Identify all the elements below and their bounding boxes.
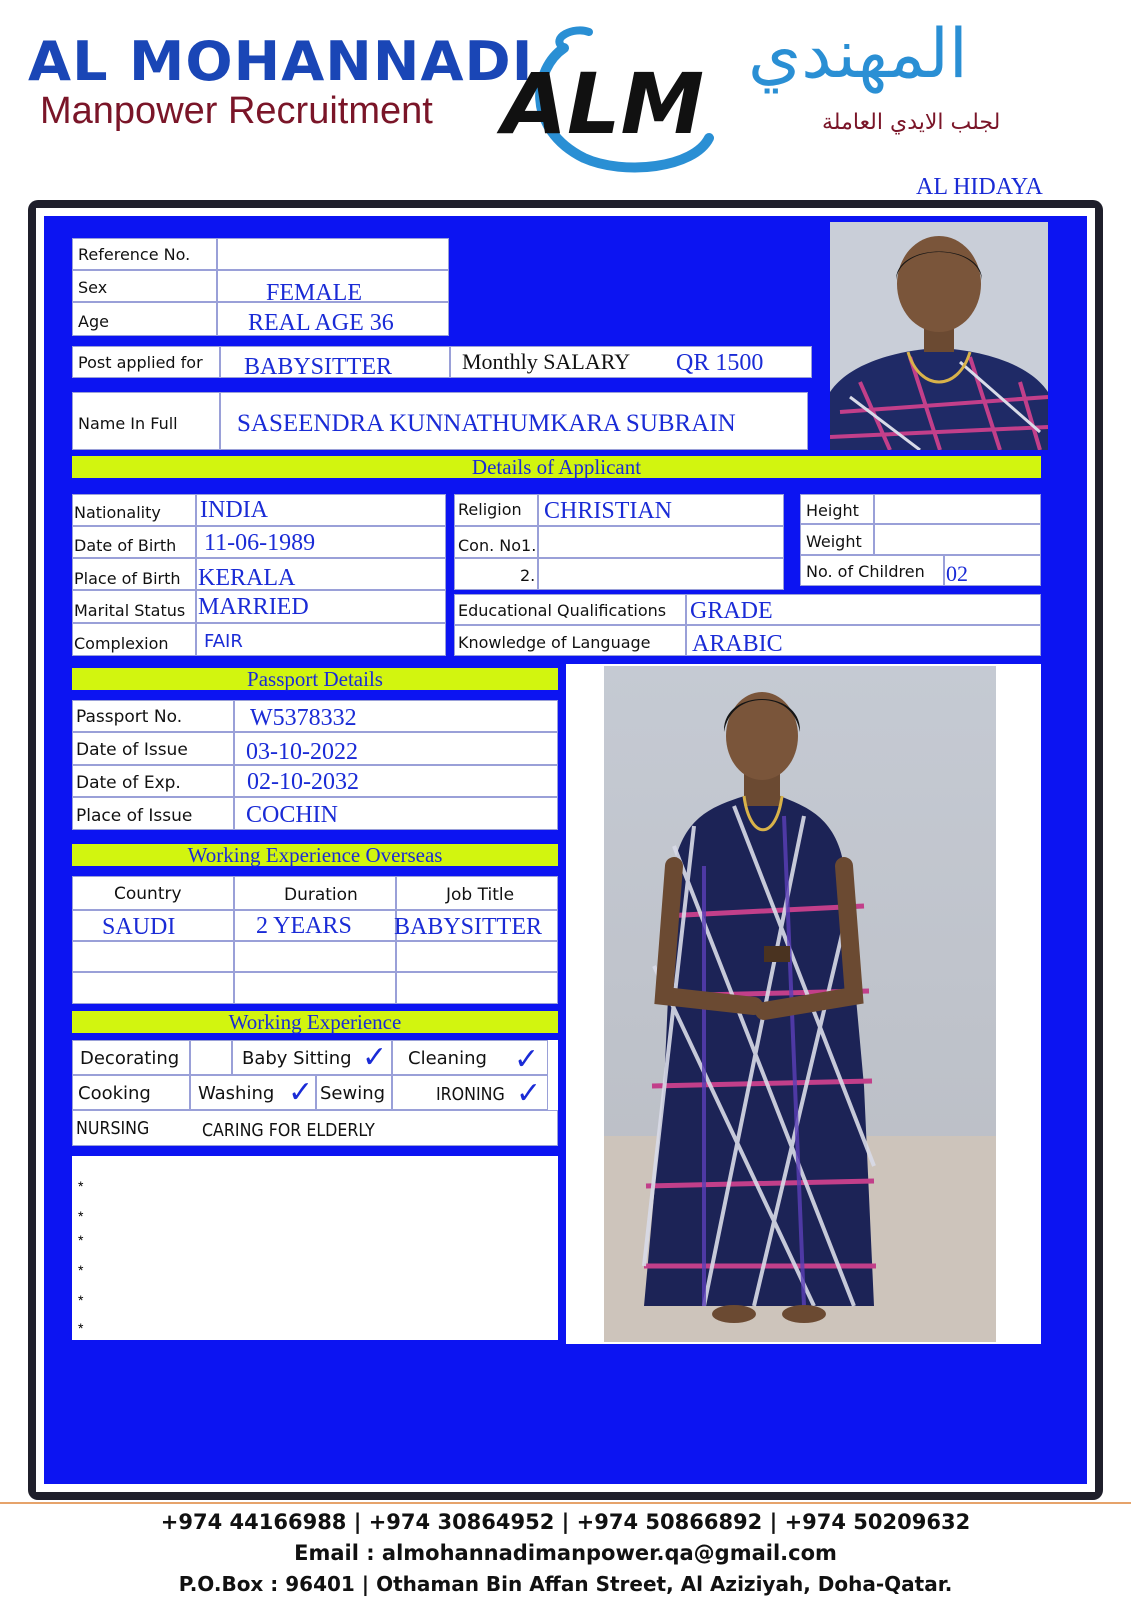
table-row-job: BABYSITTER xyxy=(394,914,543,940)
complexion-label: Complexion xyxy=(74,634,169,653)
footer-phones: +974 44166988 | +974 30864952 | +974 50866892 | +974 50209632 xyxy=(160,1510,971,1534)
contact-2-label: 2. xyxy=(520,566,536,585)
note-bullet: * xyxy=(78,1178,84,1194)
issue-place-label: Place of Issue xyxy=(76,806,193,826)
brand-name: AL MOHANNADI xyxy=(28,30,534,93)
reference-label: Reference No. xyxy=(78,245,191,264)
education-value: GRADE xyxy=(690,598,773,624)
dob-value: 11-06-1989 xyxy=(204,530,316,556)
applicant-full-photo xyxy=(604,666,996,1342)
skill-ironing: IRONING xyxy=(436,1084,505,1105)
height-label: Height xyxy=(806,501,859,520)
skill-elderly-care: CARING FOR ELDERLY xyxy=(202,1120,375,1141)
name-value: SASEENDRA KUNNATHUMKARA SUBRAIN xyxy=(237,410,736,437)
passport-no-label: Passport No. xyxy=(76,707,183,727)
full-body-photo-frame xyxy=(566,664,1041,1344)
expiry-date-label: Date of Exp. xyxy=(76,773,181,793)
sex-label: Sex xyxy=(78,278,108,297)
experience-grid xyxy=(72,1040,558,1146)
agency-name: AL HIDAYA xyxy=(916,174,1043,200)
sex-value: FEMALE xyxy=(266,280,362,306)
religion-contact-block xyxy=(454,494,784,590)
contact-1-label: Con. No1. xyxy=(458,536,537,555)
footer-divider xyxy=(0,1502,1131,1504)
full-name-row xyxy=(72,392,808,450)
table-row-duration: 2 YEARS xyxy=(256,913,352,939)
check-washing-icon: ✓ xyxy=(288,1075,314,1110)
footer-address: P.O.Box : 96401 | Othaman Bin Affan Street, Al Aziziyah, Doha-Qatar. xyxy=(178,1572,953,1596)
skill-decorating: Decorating xyxy=(80,1048,180,1069)
language-value: ARABIC xyxy=(692,631,783,657)
dob-label: Date of Birth xyxy=(74,536,177,555)
height-weight-block xyxy=(800,494,1041,586)
applicant-portrait-photo xyxy=(830,222,1048,450)
check-cleaning-icon: ✓ xyxy=(514,1042,540,1077)
religion-label: Religion xyxy=(458,500,522,519)
logo-text: ALM xyxy=(502,55,705,153)
passport-heading: Passport Details xyxy=(72,668,558,690)
age-label: Age xyxy=(78,312,109,331)
issue-date-label: Date of Issue xyxy=(76,740,188,760)
salary-value: QR 1500 xyxy=(676,350,764,376)
brand-subtitle-arabic: لجلب الايدي العاملة xyxy=(822,110,1001,135)
post-value: BABYSITTER xyxy=(244,354,393,380)
skill-washing: Washing xyxy=(198,1083,275,1104)
pob-label: Place of Birth xyxy=(74,569,181,588)
overseas-heading: Working Experience Overseas xyxy=(72,844,558,866)
col-job-title: Job Title xyxy=(446,885,515,905)
check-baby-sitting-icon: ✓ xyxy=(362,1040,388,1075)
skill-cooking: Cooking xyxy=(78,1083,151,1104)
children-value: 02 xyxy=(946,561,968,586)
age-value: REAL AGE 36 xyxy=(248,310,394,336)
note-bullet: * xyxy=(78,1320,84,1336)
marital-label: Marital Status xyxy=(74,601,186,620)
alm-logo xyxy=(494,18,734,178)
skill-cleaning: Cleaning xyxy=(408,1048,487,1069)
pob-value: KERALA xyxy=(198,565,296,591)
marital-value: MARRIED xyxy=(198,594,309,620)
note-bullet: * xyxy=(78,1292,84,1308)
skill-sewing: Sewing xyxy=(320,1083,386,1104)
skill-baby-sitting: Baby Sitting xyxy=(242,1048,352,1069)
children-label: No. of Children xyxy=(806,562,925,581)
details-left-block xyxy=(72,494,446,656)
post-label: Post applied for xyxy=(78,353,203,372)
basic-info-box xyxy=(72,238,449,336)
salary-label: Monthly SALARY xyxy=(462,349,631,374)
education-label: Educational Qualifications xyxy=(458,601,667,620)
issue-date-value: 03-10-2022 xyxy=(246,739,358,765)
check-ironing-icon: ✓ xyxy=(516,1076,542,1111)
nationality-value: INDIA xyxy=(200,497,268,523)
nationality-label: Nationality xyxy=(74,503,161,522)
overseas-table xyxy=(72,876,558,1004)
religion-value: CHRISTIAN xyxy=(544,498,673,524)
notes-box xyxy=(72,1156,558,1340)
note-bullet: * xyxy=(78,1232,84,1248)
issue-place-value: COCHIN xyxy=(246,802,339,828)
brand-name-arabic: المهندي xyxy=(748,15,968,94)
note-bullet: * xyxy=(78,1208,84,1224)
education-language-block xyxy=(454,594,1041,656)
footer-email: Email : almohannadimanpower.qa@gmail.com xyxy=(294,1541,837,1565)
details-heading: Details of Applicant xyxy=(72,456,1041,478)
language-label: Knowledge of Language xyxy=(458,633,651,652)
passport-details-box xyxy=(72,700,558,830)
col-country: Country xyxy=(114,884,182,904)
post-salary-row xyxy=(72,346,812,378)
expiry-date-value: 02-10-2032 xyxy=(247,769,359,795)
skill-nursing: NURSING xyxy=(76,1118,150,1139)
note-bullet: * xyxy=(78,1262,84,1278)
passport-no-value: W5378332 xyxy=(250,705,357,731)
experience-heading: Working Experience xyxy=(72,1011,558,1033)
brand-subtitle: Manpower Recruitment xyxy=(40,90,433,132)
col-duration: Duration xyxy=(284,885,358,905)
table-row-country: SAUDI xyxy=(102,914,176,940)
complexion-value: FAIR xyxy=(204,631,243,652)
name-label: Name In Full xyxy=(78,414,178,433)
weight-label: Weight xyxy=(806,532,862,551)
